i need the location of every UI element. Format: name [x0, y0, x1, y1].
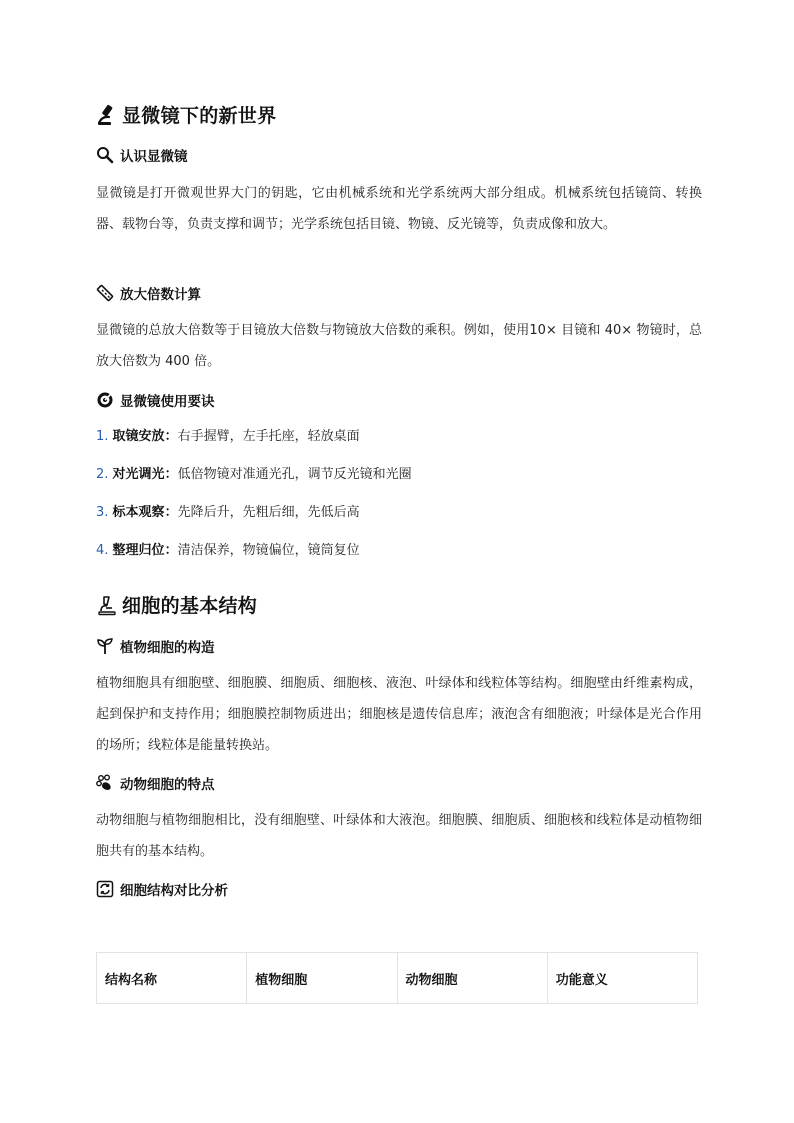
- table-header-cell: 动物细胞: [397, 953, 547, 1004]
- list-term: 取镜安放: [112, 429, 165, 444]
- list-number: 4.: [96, 543, 109, 558]
- seedling-icon: [96, 637, 114, 655]
- target-icon: [96, 391, 114, 409]
- section-title: 显微镜下的新世界: [122, 105, 277, 127]
- paragraph-know-microscope: 显微镜是打开微观世界大门的钥匙，它由机械系统和光学系统两大部分组成。机械系统包括镜筒、转换器、载物台等，负责支撑和调节；光学系统包括目镜、物镜、反光镜等，负责成像和放大。: [96, 186, 702, 232]
- list-item: [96, 541, 360, 561]
- subsection-heading-animal-cell: [96, 773, 215, 793]
- list-separator: ：: [164, 467, 178, 482]
- magnifier-icon: [96, 146, 114, 164]
- section-title: 细胞的基本结构: [122, 595, 258, 617]
- section-heading-microscope: [96, 101, 276, 128]
- microscope-icon: [96, 104, 118, 126]
- section-heading-cell-structure: [96, 591, 257, 618]
- list-desc: 清洁保养，物镜偏位，镜筒复位: [177, 543, 360, 558]
- paw-icon: [96, 774, 114, 792]
- subsection-title: 细胞结构对比分析: [120, 883, 228, 899]
- comparison-table: [96, 952, 698, 1004]
- list-separator: ：: [164, 543, 178, 558]
- table-header-row: [97, 953, 698, 1004]
- list-item: [96, 465, 412, 485]
- list-item: [96, 503, 360, 523]
- subsection-title: 动物细胞的特点: [120, 777, 215, 793]
- list-number: 2.: [96, 467, 109, 482]
- table-header-cell: 结构名称: [97, 953, 247, 1004]
- microscope-outline-icon: [96, 594, 118, 616]
- list-item: [96, 427, 360, 447]
- list-term: 整理归位: [112, 543, 165, 558]
- list-number: 1.: [96, 429, 109, 444]
- list-separator: ：: [164, 505, 178, 520]
- ruler-icon: [96, 284, 114, 302]
- list-number: 3.: [96, 505, 109, 520]
- subsection-heading-magnification: [96, 283, 201, 303]
- subsection-title: 显微镜使用要诀: [120, 394, 215, 410]
- subsection-heading-usage-tips: [96, 390, 215, 410]
- list-desc: 低倍物镜对准通光孔，调节反光镜和光圈: [177, 467, 412, 482]
- list-desc: 右手握臂，左手托座，轻放桌面: [177, 429, 360, 444]
- compare-icon: [96, 880, 114, 898]
- paragraph-plant-cell: 植物细胞具有细胞壁、细胞膜、细胞质、细胞核、液泡、叶绿体和线粒体等结构。细胞壁由纤维素构成，起到保护和支持作用；细胞膜控制物质进出；细胞核是遗传信息库；液泡含有细胞液；叶绿体是光合作用的场所；线粒体是能量转换站。: [96, 676, 702, 753]
- table-header-cell: 功能意义: [547, 953, 697, 1004]
- subsection-title: 放大倍数计算: [120, 287, 201, 303]
- subsection-title: 植物细胞的构造: [120, 640, 215, 656]
- list-term: 标本观察: [112, 505, 165, 520]
- subsection-heading-know-microscope: [96, 145, 188, 165]
- list-separator: ：: [164, 429, 178, 444]
- list-desc: 先降后升，先粗后细，先低后高: [177, 505, 360, 520]
- table-header-cell: 植物细胞: [247, 953, 397, 1004]
- subsection-heading-comparison: [96, 879, 228, 899]
- subsection-heading-plant-cell: [96, 636, 215, 656]
- paragraph-animal-cell: 动物细胞与植物细胞相比，没有细胞壁、叶绿体和大液泡。细胞膜、细胞质、细胞核和线粒体是动植物细胞共有的基本结构。: [96, 813, 702, 859]
- list-term: 对光调光: [112, 467, 165, 482]
- subsection-title: 认识显微镜: [120, 149, 188, 165]
- paragraph-magnification: 显微镜的总放大倍数等于目镜放大倍数与物镜放大倍数的乘积。例如，使用10× 目镜和 40× 物镜时，总放大倍数为 400 倍。: [96, 323, 702, 369]
